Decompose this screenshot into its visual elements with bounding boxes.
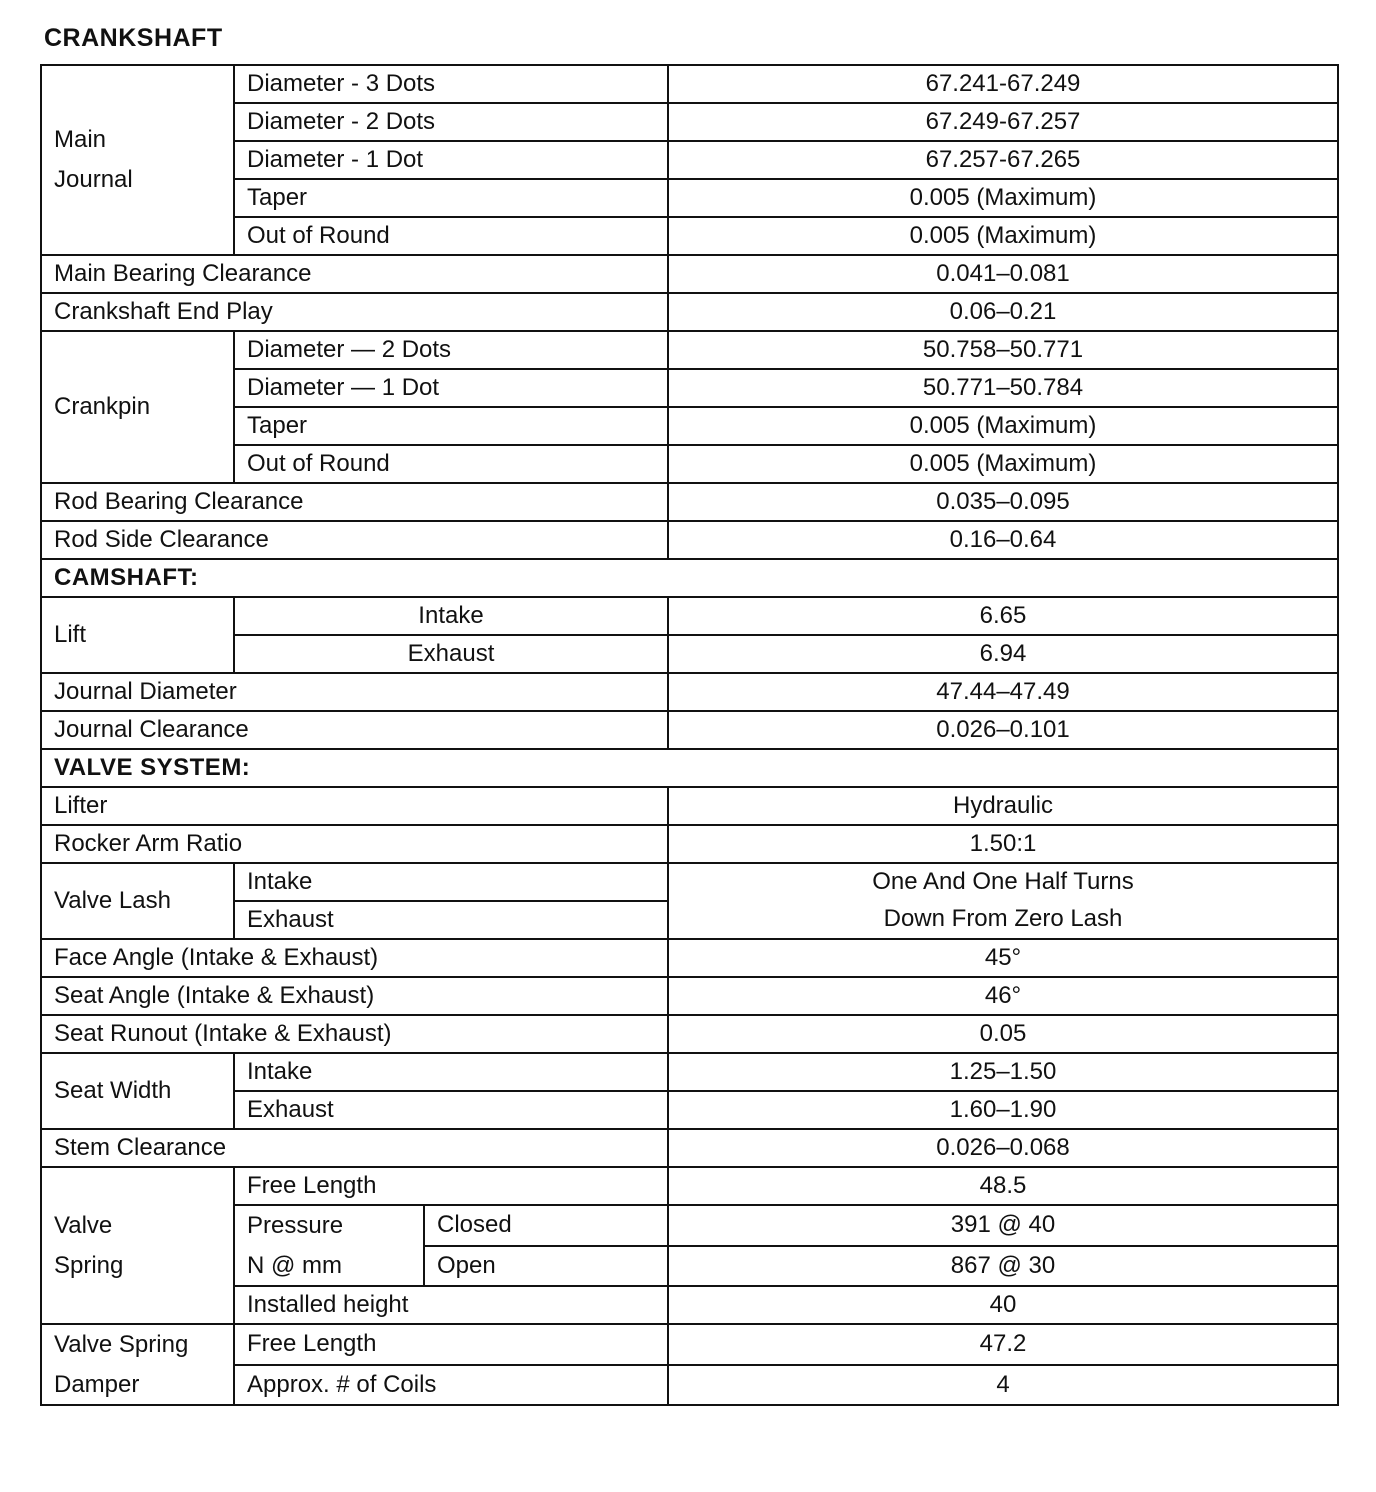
row-label: Seat Angle (Intake & Exhaust) bbox=[41, 977, 668, 1015]
table-row bbox=[41, 1205, 1338, 1246]
row-value: 1.50:1 bbox=[668, 825, 1338, 863]
table-row bbox=[41, 939, 1338, 977]
valve-lash-label: Valve Lash bbox=[41, 863, 234, 939]
table-row bbox=[41, 1129, 1338, 1167]
table-row bbox=[41, 1015, 1338, 1053]
row-label: Exhaust bbox=[234, 635, 668, 673]
valve-spring-damper-label bbox=[41, 1324, 234, 1405]
table-row bbox=[41, 1091, 1338, 1129]
row-value: 1.60–1.90 bbox=[668, 1091, 1338, 1129]
pressure-label bbox=[234, 1205, 424, 1286]
table-row bbox=[41, 1286, 1338, 1324]
table-row bbox=[41, 749, 1338, 787]
table-row bbox=[41, 293, 1338, 331]
row-value: 40 bbox=[668, 1286, 1338, 1324]
row-label: Seat Runout (Intake & Exhaust) bbox=[41, 1015, 668, 1053]
row-label: Diameter — 1 Dot bbox=[234, 369, 668, 407]
row-value: Hydraulic bbox=[668, 787, 1338, 825]
row-value: 0.06–0.21 bbox=[668, 293, 1338, 331]
section-heading-valve-system: VALVE SYSTEM: bbox=[41, 749, 1338, 787]
row-value: 0.05 bbox=[668, 1015, 1338, 1053]
row-label: Journal Clearance bbox=[41, 711, 668, 749]
row-label: Approx. # of Coils bbox=[234, 1365, 668, 1406]
row-value: 6.94 bbox=[668, 635, 1338, 673]
table-row bbox=[41, 483, 1338, 521]
main-journal-label-line2: Journal bbox=[54, 166, 133, 193]
row-value: 0.035–0.095 bbox=[668, 483, 1338, 521]
table-row bbox=[41, 559, 1338, 597]
table-row bbox=[41, 103, 1338, 141]
row-label: Out of Round bbox=[234, 217, 668, 255]
table-row bbox=[41, 521, 1338, 559]
seat-width-label: Seat Width bbox=[41, 1053, 234, 1129]
table-row bbox=[41, 635, 1338, 673]
table-row bbox=[41, 673, 1338, 711]
pressure-label-line2: N @ mm bbox=[247, 1251, 343, 1279]
row-label: Out of Round bbox=[234, 445, 668, 483]
table-row bbox=[41, 65, 1338, 103]
row-value: 1.25–1.50 bbox=[668, 1053, 1338, 1091]
table-row bbox=[41, 255, 1338, 293]
row-value: 45° bbox=[668, 939, 1338, 977]
valve-spring-label-line1: Valve bbox=[54, 1212, 113, 1239]
row-value: 0.005 (Maximum) bbox=[668, 407, 1338, 445]
table-row bbox=[41, 331, 1338, 369]
crankpin-label: Crankpin bbox=[41, 331, 234, 483]
row-value: 0.005 (Maximum) bbox=[668, 217, 1338, 255]
row-label: Diameter - 2 Dots bbox=[234, 103, 668, 141]
row-label: Closed bbox=[424, 1205, 668, 1246]
table-row bbox=[41, 1365, 1338, 1406]
row-label: Rocker Arm Ratio bbox=[41, 825, 668, 863]
row-value: 0.005 (Maximum) bbox=[668, 179, 1338, 217]
row-label: Intake bbox=[234, 863, 668, 901]
main-journal-label bbox=[41, 65, 234, 255]
section-heading-camshaft: CAMSHAFT: bbox=[41, 559, 1338, 597]
row-value: 67.249-67.257 bbox=[668, 103, 1338, 141]
table-row bbox=[41, 217, 1338, 255]
valve-spring-label-line2: Spring bbox=[54, 1251, 124, 1279]
row-label: Main Bearing Clearance bbox=[41, 255, 668, 293]
page-title: CRANKSHAFT bbox=[44, 24, 223, 52]
lift-label: Lift bbox=[41, 597, 234, 673]
row-label: Lifter bbox=[41, 787, 668, 825]
table-row bbox=[41, 1324, 1338, 1365]
row-label: Diameter - 1 Dot bbox=[234, 141, 668, 179]
main-journal-label-line1: Main bbox=[54, 126, 107, 154]
table-row bbox=[41, 711, 1338, 749]
row-value: 50.758–50.771 bbox=[668, 331, 1338, 369]
row-label: Rod Side Clearance bbox=[41, 521, 668, 559]
row-label: Stem Clearance bbox=[41, 1129, 668, 1167]
valve-spring-label bbox=[41, 1167, 234, 1324]
row-value: 391 @ 40 bbox=[668, 1205, 1338, 1246]
row-value: 46° bbox=[668, 977, 1338, 1015]
table-row bbox=[41, 407, 1338, 445]
row-label: Rod Bearing Clearance bbox=[41, 483, 668, 521]
row-value: 50.771–50.784 bbox=[668, 369, 1338, 407]
table-row bbox=[41, 445, 1338, 483]
valve-spring-damper-label-line1: Valve Spring bbox=[54, 1331, 189, 1359]
row-value: 47.44–47.49 bbox=[668, 673, 1338, 711]
row-value: 48.5 bbox=[668, 1167, 1338, 1205]
valve-spring-damper-label-line2: Damper bbox=[54, 1370, 140, 1398]
row-value: 0.16–0.64 bbox=[668, 521, 1338, 559]
row-label: Open bbox=[424, 1246, 668, 1287]
row-value: 0.026–0.068 bbox=[668, 1129, 1338, 1167]
row-value: Down From Zero Lash bbox=[668, 901, 1338, 939]
row-value: 67.241-67.249 bbox=[668, 65, 1338, 103]
row-value: 6.65 bbox=[668, 597, 1338, 635]
table-row bbox=[41, 901, 1338, 939]
row-label: Free Length bbox=[234, 1324, 668, 1365]
row-value: 67.257-67.265 bbox=[668, 141, 1338, 179]
row-label: Installed height bbox=[234, 1286, 668, 1324]
row-label: Taper bbox=[234, 179, 668, 217]
table-row bbox=[41, 863, 1338, 901]
row-label: Diameter — 2 Dots bbox=[234, 331, 668, 369]
row-label: Intake bbox=[234, 1053, 668, 1091]
row-value: 867 @ 30 bbox=[668, 1246, 1338, 1287]
table-row bbox=[41, 1053, 1338, 1091]
table-row bbox=[41, 141, 1338, 179]
row-label: Taper bbox=[234, 407, 668, 445]
table-row bbox=[41, 597, 1338, 635]
table-row bbox=[41, 1167, 1338, 1205]
pressure-label-line1: Pressure bbox=[247, 1212, 344, 1239]
row-label: Face Angle (Intake & Exhaust) bbox=[41, 939, 668, 977]
row-label: Diameter - 3 Dots bbox=[234, 65, 668, 103]
row-label: Journal Diameter bbox=[41, 673, 668, 711]
table-row bbox=[41, 369, 1338, 407]
row-label: Crankshaft End Play bbox=[41, 293, 668, 331]
row-value: 47.2 bbox=[668, 1324, 1338, 1365]
table-row bbox=[41, 825, 1338, 863]
row-label: Intake bbox=[234, 597, 668, 635]
row-label: Exhaust bbox=[234, 1091, 668, 1129]
table-row bbox=[41, 787, 1338, 825]
row-label: Exhaust bbox=[234, 901, 668, 939]
row-value: 0.005 (Maximum) bbox=[668, 445, 1338, 483]
table-row bbox=[41, 977, 1338, 1015]
row-value: 0.041–0.081 bbox=[668, 255, 1338, 293]
row-value: 4 bbox=[668, 1365, 1338, 1406]
row-value: One And One Half Turns bbox=[668, 863, 1338, 901]
row-label: Free Length bbox=[234, 1167, 668, 1205]
spec-table bbox=[40, 64, 1339, 1406]
row-value: 0.026–0.101 bbox=[668, 711, 1338, 749]
table-row bbox=[41, 179, 1338, 217]
